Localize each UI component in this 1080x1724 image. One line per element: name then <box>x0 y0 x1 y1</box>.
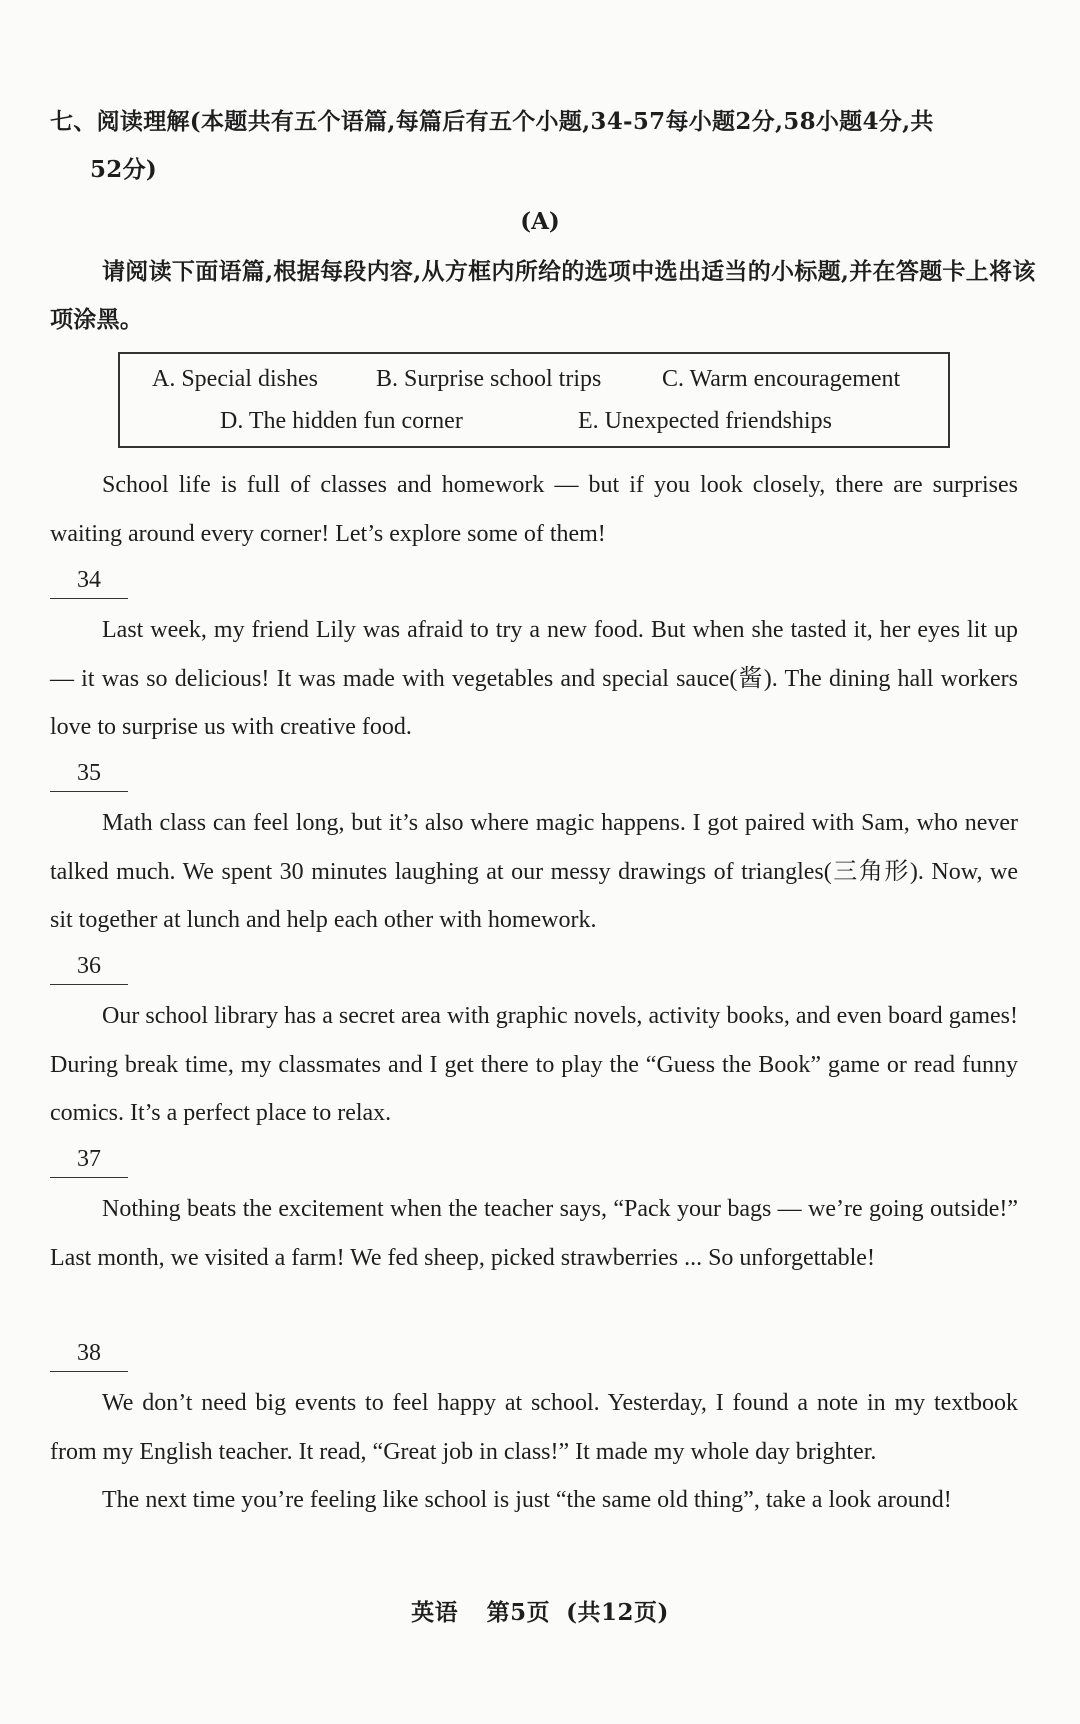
answer-blank-37: 37 <box>50 1141 128 1178</box>
option-b: B. Surprise school trips <box>376 366 602 392</box>
option-e: E. Unexpected friendships <box>578 408 832 434</box>
footer-subject: 英语 <box>411 1599 459 1626</box>
paragraph-38 <box>50 1379 1018 1525</box>
answer-blank-36: 36 <box>50 948 128 985</box>
paragraph-37-text: Nothing beats the excitement when the teacher says, “Pack your bags — we’re going outside!” Last month, we visited a farm! We fed sheep, picked strawberries ... So unforgettable! <box>50 1196 1018 1271</box>
paragraph-36 <box>50 992 1018 1138</box>
intro-paragraph: School life is full of classes and homework — but if you look closely, there are surprises waiting around every corner! Let’s explore some of them! <box>50 472 1018 547</box>
answer-blank-38: 38 <box>50 1335 128 1372</box>
option-d: D. The hidden fun corner <box>220 408 463 434</box>
section-heading-line2: 52分) <box>90 156 158 183</box>
page-footer <box>0 1594 1080 1627</box>
paragraph-34 <box>50 606 1018 752</box>
paragraph-34-text: Last week, my friend Lily was afraid to try a new food. But when she tasted it, her eyes lit up — it was so delicious! It was made with vegetables and special sauce(酱). The dining hall workers love to surprise us with creative food. <box>50 617 1018 740</box>
answer-blank-35: 35 <box>50 755 128 792</box>
options-box <box>118 352 950 448</box>
footer-page-number: 第5页 <box>486 1599 551 1626</box>
closing-paragraph: The next time you’re feeling like school is just “the same old thing”, take a look around! <box>102 1487 952 1513</box>
section-heading-line1: 七、阅读理解(本题共有五个语篇,每篇后有五个小题,34-57每小题2分,58小题4分,共 <box>50 108 934 135</box>
section-heading <box>50 98 1040 194</box>
paragraph-36-text: Our school library has a secret area with graphic novels, activity books, and even board games! During break time, my classmates and I get there to play the “Guess the Book” game or read funny comics. It’s a perfect place to relax. <box>50 1003 1018 1126</box>
passage-intro <box>50 461 1018 558</box>
paragraph-35-text: Math class can feel long, but it’s also where magic happens. I got paired with Sam, who never talked much. We spent 30 minutes laughing at our messy drawings of triangles(三角形). Now, we sit together at lunch and help each other with homework. <box>50 810 1018 933</box>
option-a: A. Special dishes <box>152 366 318 392</box>
passage-instructions: 请阅读下面语篇,根据每段内容,从方框内所给的选项中选出适当的小标题,并在答题卡上将该项涂黑。 <box>50 258 1036 333</box>
answer-blank-34: 34 <box>50 562 128 599</box>
option-c: C. Warm encouragement <box>662 366 901 392</box>
paragraph-38-text: We don’t need big events to feel happy at school. Yesterday, I found a note in my textbook from my English teacher. It read, “Great job in class!” It made my whole day brighter. <box>50 1390 1018 1465</box>
footer-total-pages: (共12页) <box>566 1599 669 1626</box>
paragraph-35 <box>50 799 1018 945</box>
paragraph-37 <box>50 1185 1018 1282</box>
passage-label: (A) <box>520 208 560 235</box>
